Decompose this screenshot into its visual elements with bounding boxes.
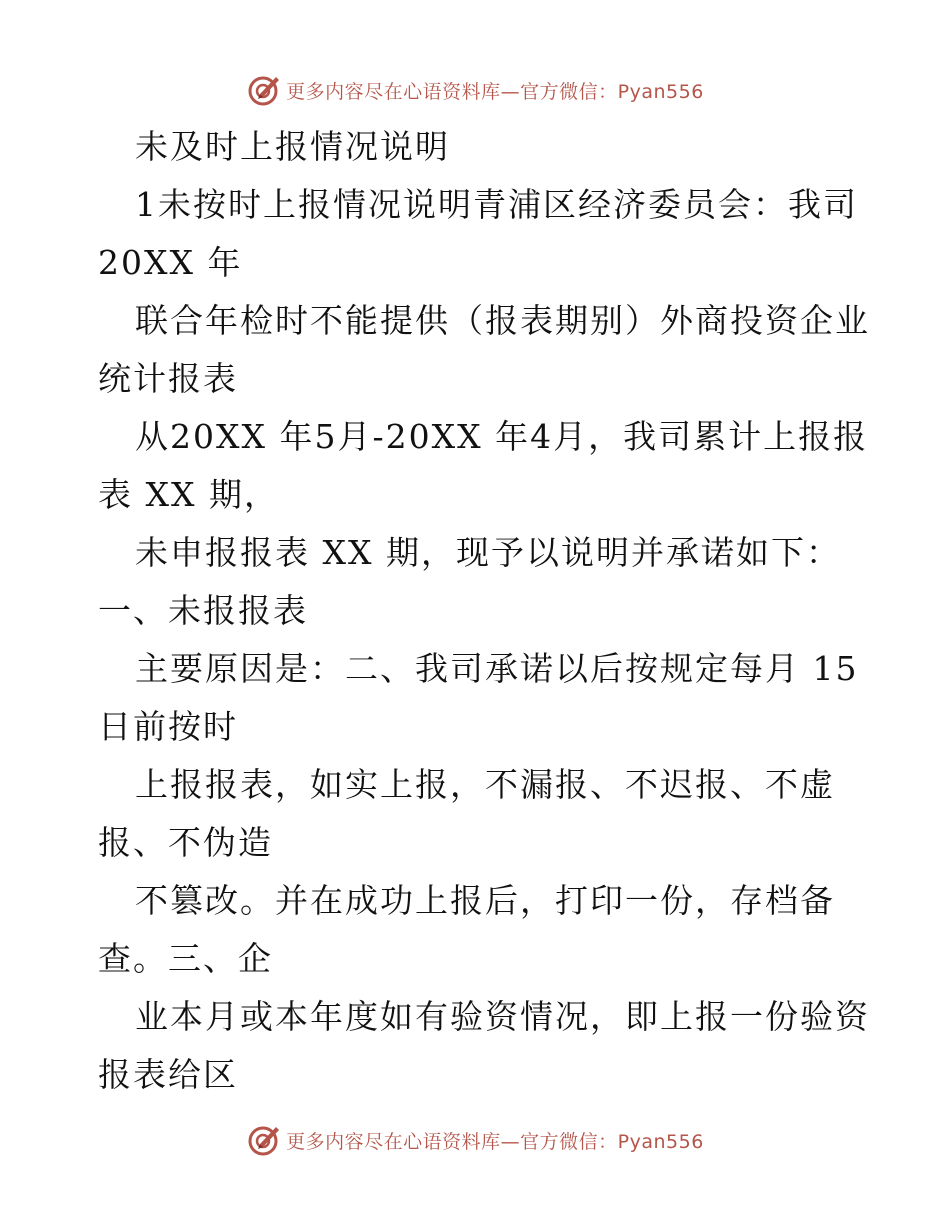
text-line: 联合年检时不能提供（报表期别）外商投资企业 (135, 301, 870, 340)
pen-logo-icon (246, 1122, 282, 1158)
text-line: 主要原因是：二、我司承诺以后按规定每月 15 (135, 649, 859, 688)
text-line: 不篡改。并在成功上报后，打印一份，存档备 (135, 881, 835, 920)
text-line: 日前按时 (98, 707, 238, 746)
text-line: 上报报表，如实上报，不漏报、不迟报、不虚 (135, 765, 835, 804)
header-watermark-banner (0, 70, 950, 110)
watermark-text: 更多内容尽在心语资料库—官方微信：Pyan556 (286, 1130, 704, 1153)
text-line: 一、未报报表 (98, 591, 308, 630)
text-line: 20XX 年 (98, 243, 243, 282)
text-line: 1未按时上报情况说明青浦区经济委员会：我司 (135, 185, 858, 224)
pen-logo-icon (246, 72, 282, 108)
watermark-text: 更多内容尽在心语资料库—官方微信：Pyan556 (286, 80, 704, 103)
text-line: 查。三、企 (98, 939, 273, 978)
text-line: 报、不伪造 (98, 823, 273, 862)
text-line: 报表给区 (98, 1055, 238, 1094)
footer-watermark-banner (0, 1120, 950, 1160)
text-line: 业本月或本年度如有验资情况，即上报一份验资 (135, 997, 870, 1036)
document-body (98, 118, 870, 1104)
text-line: 表 XX 期， (98, 475, 279, 514)
text-line: 未申报报表 XX 期，现予以说明并承诺如下： (135, 533, 841, 572)
text-line: 从20XX 年5月-20XX 年4月，我司累计上报报 (135, 417, 869, 456)
text-line: 统计报表 (98, 359, 238, 398)
text-line: 未及时上报情况说明 (135, 127, 450, 166)
